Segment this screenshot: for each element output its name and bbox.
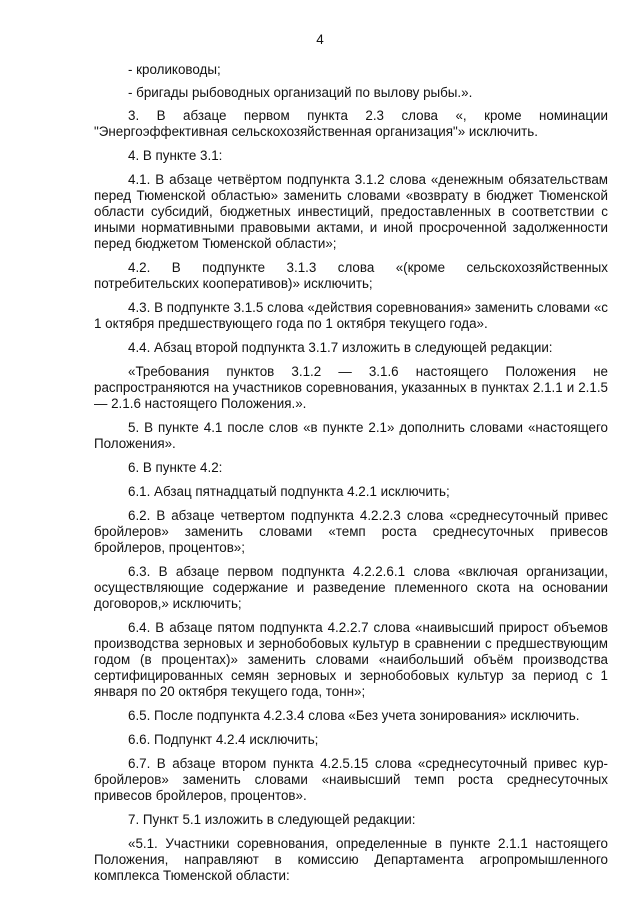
paragraph: 6.7. В абзаце втором пункта 4.2.5.15 слова «среднесуточный привес кур-бройлеров» заменить словами «наивысший темп роста среднесуточных привесов бройлеров, процентов».: [94, 756, 608, 803]
paragraph: 6.5. После подпункта 4.2.3.4 слова «Без учета зонирования» исключить.: [128, 708, 580, 723]
paragraph: 6. В пункте 4.2:: [128, 460, 223, 475]
paragraph: 6.6. Подпункт 4.2.4 исключить;: [128, 732, 319, 747]
paragraph: 4.2. В подпункте 3.1.3 слова «(кроме сельскохозяйственных потребительских кооперативов)» исключить;: [94, 260, 608, 291]
paragraph: 3. В абзаце первом пункта 2.3 слова «, кроме номинации "Энергоэффективная сельскохозяйственная организация"» исключить.: [94, 108, 608, 139]
page-number: 4: [316, 32, 324, 47]
paragraph: 5. В пункте 4.1 после слов «в пункте 2.1» дополнить словами «настоящего Положения».: [94, 420, 608, 451]
paragraph: «Требования пунктов 3.1.2 — 3.1.6 настоящего Положения не распространяются на участников соревнования, указанных в пунктах 2.1.1 и 2.1.5 — 2.1.6 настоящего Положения.».: [94, 364, 608, 411]
paragraph: - кролиководы;: [128, 62, 221, 77]
paragraph: 4.4. Абзац второй подпункта 3.1.7 изложить в следующей редакции:: [128, 340, 553, 355]
paragraph: 6.1. Абзац пятнадцатый подпункта 4.2.1 исключить;: [128, 484, 450, 499]
document-body: [94, 62, 608, 892]
paragraph: 7. Пункт 5.1 изложить в следующей редакции:: [128, 812, 416, 827]
paragraph: 4.3. В подпункте 3.1.5 слова «действия соревнования» заменить словами «с 1 октября предшествующего года по 1 октября текущего года».: [94, 300, 608, 331]
paragraph: 6.4. В абзаце пятом подпункта 4.2.2.7 слова «наивысший прирост объемов производства зерновых и зернобобовых культур в сравнении с предшествующим годом (в процентах)» заменить словами «наибольший объём производства сертифицированных семян зерновых и зернобобовых культур за период с 1 января по 20 октября текущего года, тонн»;: [94, 620, 608, 699]
paragraph: «5.1. Участники соревнования, определенные в пункте 2.1.1 настоящего Положения, направляют в комиссию Департамента агропромышленного комплекса Тюменской области:: [94, 836, 608, 883]
paragraph: - бригады рыбоводных организаций по вылову рыбы.».: [128, 85, 473, 100]
paragraph: 6.2. В абзаце четвертом подпункта 4.2.2.3 слова «среднесуточный привес бройлеров» заменить словами «темп роста среднесуточных привесов бройлеров, процентов»;: [94, 508, 608, 555]
paragraph: 6.3. В абзаце первом подпункта 4.2.2.6.1 слова «включая организации, осуществляющие содержание и разведение племенного скота на основании договоров,» исключить;: [94, 564, 608, 611]
paragraph: 4.1. В абзаце четвёртом подпункта 3.1.2 слова «денежным обязательствам перед Тюменской областью» заменить словами «возврату в бюджет Тюменской области субсидий, бюджетных инвестиций, предоставленных в соответствии с иными нормативными правовыми актами, и иной просроченной задолженности перед бюджетом Тюменской области»;: [94, 172, 608, 251]
paragraph: 4. В пункте 3.1:: [128, 148, 223, 163]
